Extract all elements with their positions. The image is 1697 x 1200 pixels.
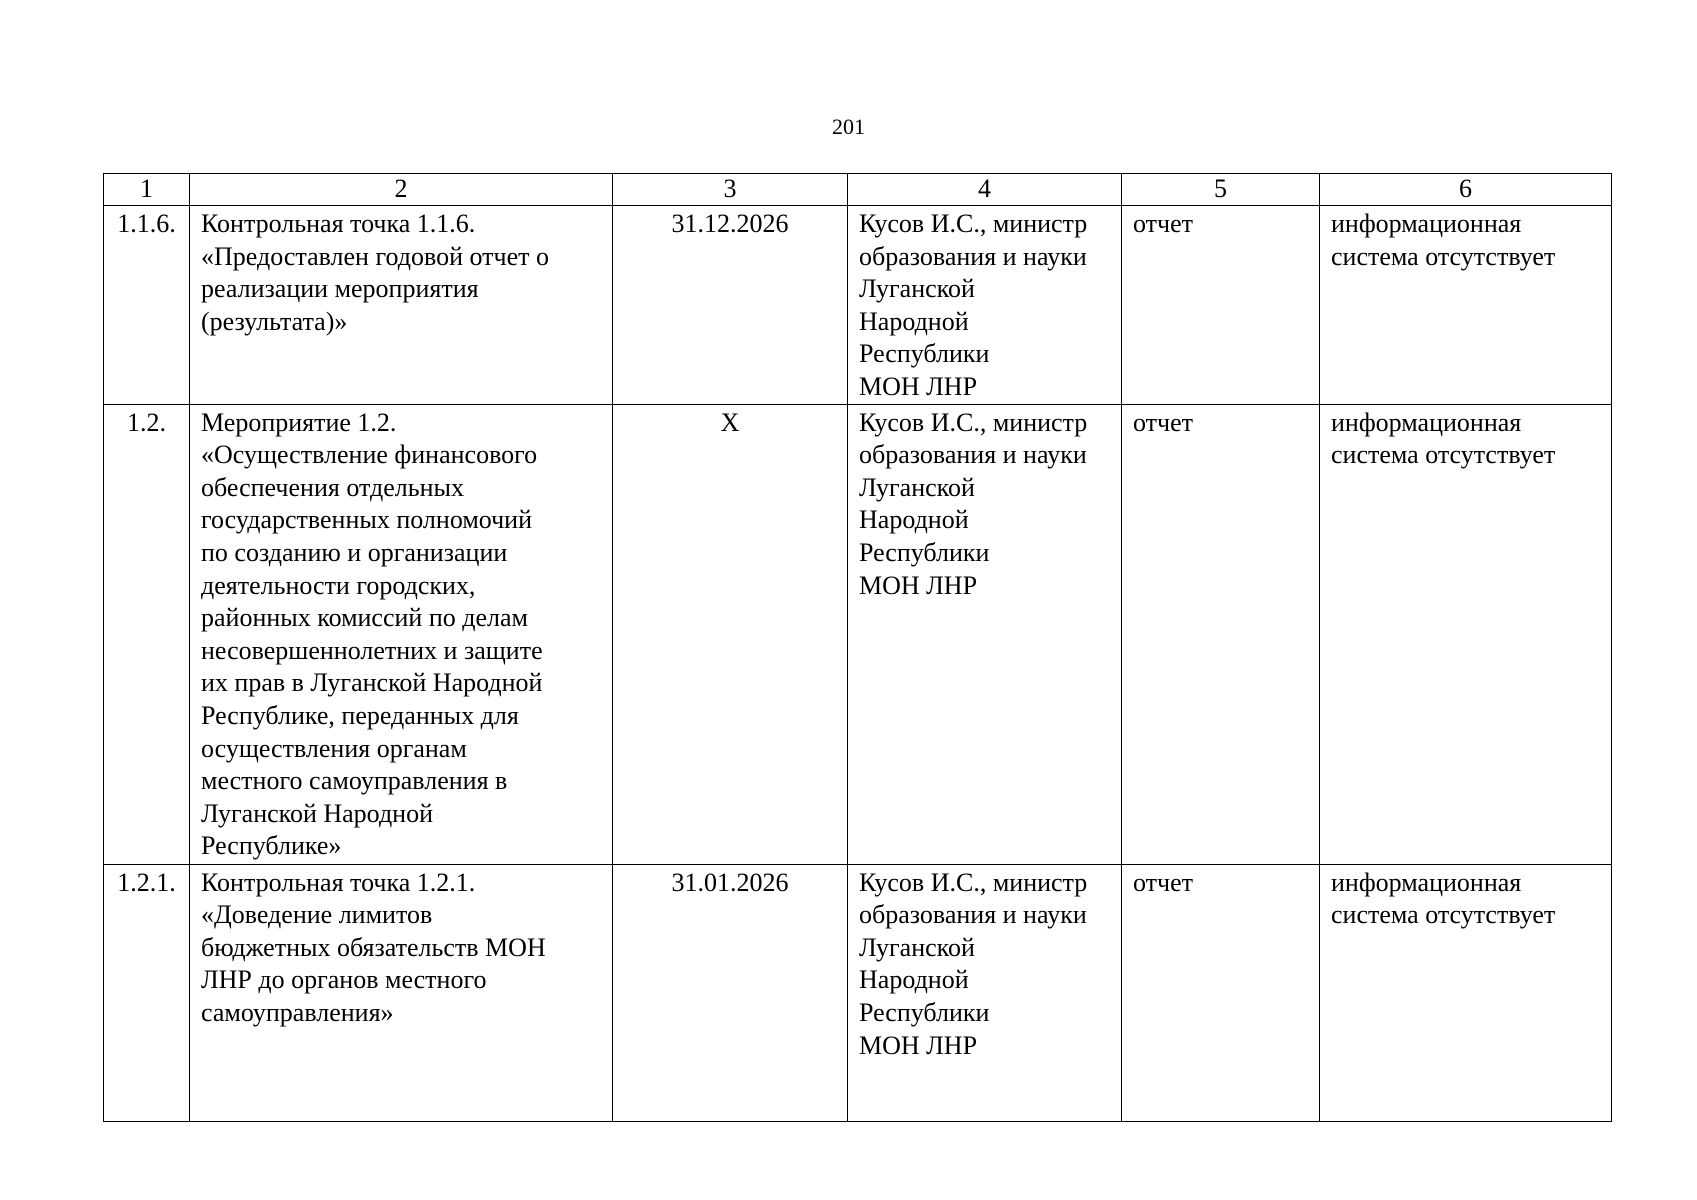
table-row <box>104 404 1612 864</box>
information-system: информационная система отсутствует <box>1320 404 1612 864</box>
document-type: отчет <box>1122 206 1320 405</box>
row-number: 1.2. <box>104 404 190 864</box>
responsible: Кусов И.С., министр образования и науки Луганской Народной Республики МОН ЛНР <box>848 404 1122 864</box>
plan-table <box>103 173 1612 1122</box>
header-col-5: 5 <box>1122 174 1320 206</box>
event-name: Мероприятие 1.2. «Осуществление финансового обеспечения отдельных государственных полномочий по созданию и организации деятельности городских, районных комиссий по делам несовершеннолетних и защите их прав в Луганской Народной Республике, переданных для осуществления органам местного самоуправления в Луганской Народной Республике» <box>190 404 613 864</box>
table-row <box>104 206 1612 405</box>
header-row <box>104 174 1612 206</box>
deadline: 31.12.2026 <box>613 206 848 405</box>
document-type: отчет <box>1122 864 1320 1121</box>
information-system: информационная система отсутствует <box>1320 864 1612 1121</box>
header-col-3: 3 <box>613 174 848 206</box>
table-header <box>104 174 1612 206</box>
header-col-2: 2 <box>190 174 613 206</box>
event-name: Контрольная точка 1.2.1. «Доведение лимитов бюджетных обязательств МОН ЛНР до органов местного самоуправления» <box>190 864 613 1121</box>
event-name: Контрольная точка 1.1.6. «Предоставлен годовой отчет о реализации мероприятия (результата)» <box>190 206 613 405</box>
table-row <box>104 864 1612 1121</box>
page-number: 201 <box>832 114 865 139</box>
responsible: Кусов И.С., министр образования и науки Луганской Народной Республики МОН ЛНР <box>848 206 1122 405</box>
document-type: отчет <box>1122 404 1320 864</box>
header-col-1: 1 <box>104 174 190 206</box>
responsible: Кусов И.С., министр образования и науки Луганской Народной Республики МОН ЛНР <box>848 864 1122 1121</box>
row-number: 1.2.1. <box>104 864 190 1121</box>
row-number: 1.1.6. <box>104 206 190 405</box>
deadline: X <box>613 404 848 864</box>
header-col-4: 4 <box>848 174 1122 206</box>
header-col-6: 6 <box>1320 174 1612 206</box>
deadline: 31.01.2026 <box>613 864 848 1121</box>
information-system: информационная система отсутствует <box>1320 206 1612 405</box>
